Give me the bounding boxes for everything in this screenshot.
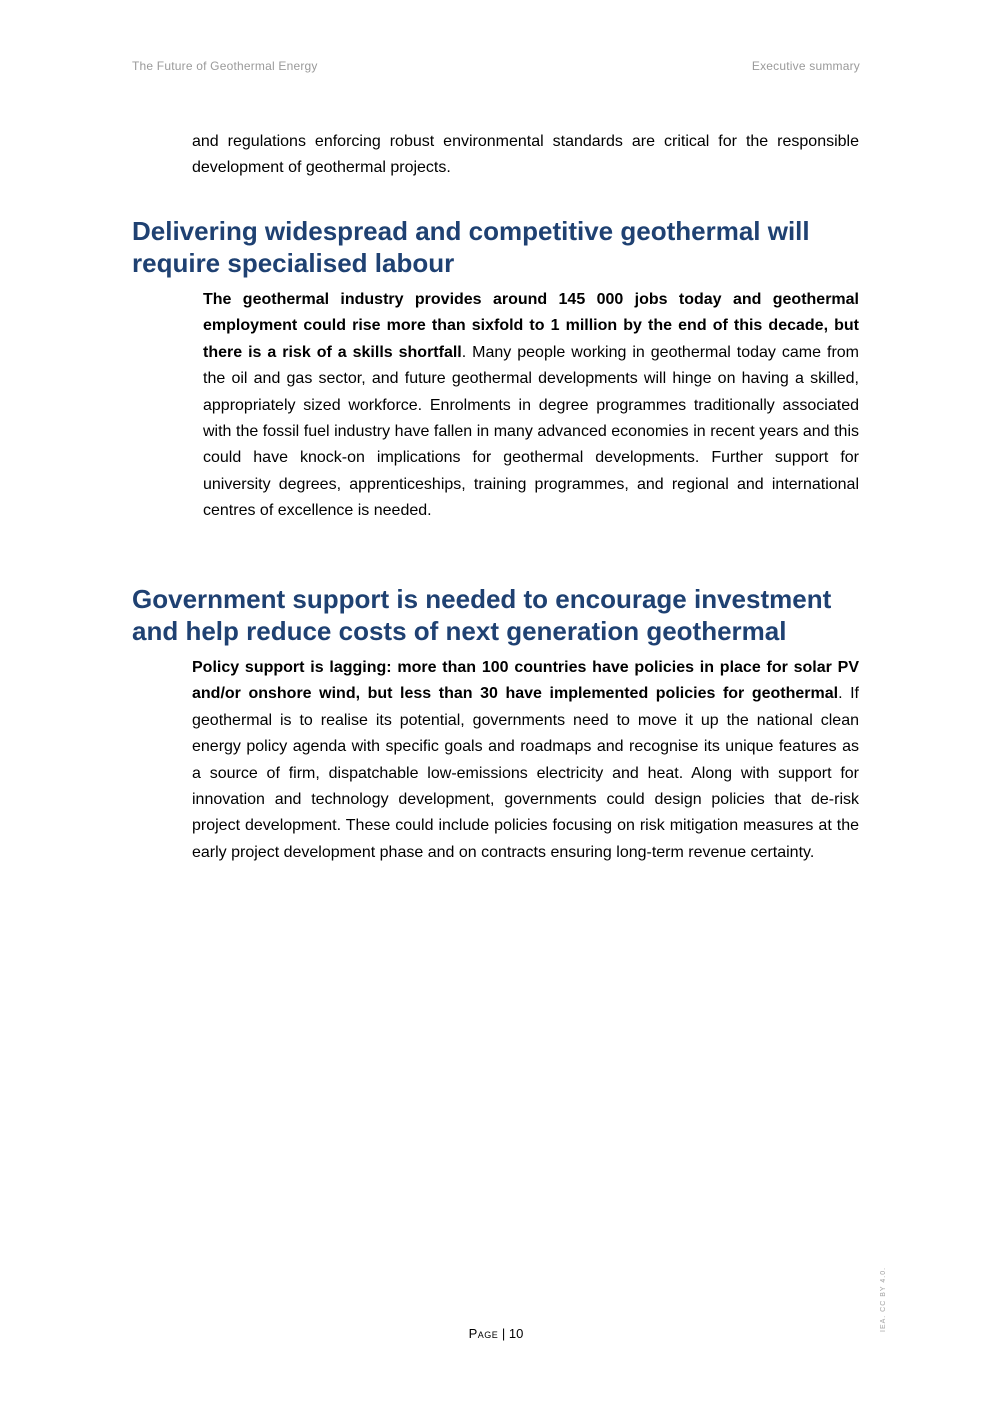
- intro-paragraph: and regulations enforcing robust environmental standards are critical for the responsible development of geothermal projects.: [192, 133, 859, 177]
- labour-paragraph-lead: The geothermal industry provides around 145 000 jobs today and geothermal employment could rise more than sixfold to 1 million by the end of this decade, but there is a risk of a skills shortfall: [203, 291, 859, 361]
- labour-paragraph: [203, 287, 859, 525]
- document-title: The Future of Geothermal Energy: [132, 59, 318, 73]
- government-paragraph-body: . If geothermal is to realise its potential, governments need to move it up the national clean energy policy agenda with specific goals and roadmaps and recognise its unique features as a source of firm, dispatchable low-emissions electricity and heat. Along with support for innovation and technology development, governments could design policies that de-risk project development. These could include policies focusing on risk mitigation measures at the early project development phase and on contracts ensuring long-term revenue certainty.: [192, 685, 860, 861]
- section-title: Executive summary: [751, 59, 860, 73]
- license-credit-text: IEA. CC BY 4.0.: [880, 1266, 887, 1332]
- labour-paragraph-body: . Many people working in geothermal today came from the oil and gas sector, and future geothermal developments will hinge on having a skilled, appropriately sized workforce. Enrolments in degree programmes traditionally associated with the fossil fuel industry have fallen in many advanced economies in recent years and this could have knock-on implications for geothermal developments. Further support for university degrees, apprenticeships, training programmes, and regional and international centres of excellence is needed.: [203, 343, 859, 520]
- page-number: 10: [508, 1326, 524, 1341]
- page-footer: [0, 1326, 992, 1341]
- license-credit: [872, 1266, 902, 1340]
- government-paragraph-lead: Policy support is lagging: more than 100 countries have policies in place for solar PV and/or onshore wind, but less than 30 have implemented policies for geothermal: [192, 659, 859, 703]
- section-heading-government: Government support is needed to encourage investment and help reduce costs of next generation geothermal: [132, 584, 832, 646]
- page-label: Page: [468, 1326, 499, 1341]
- page-separator: |: [501, 1326, 506, 1341]
- government-paragraph: [192, 655, 859, 866]
- section-heading-labour: Delivering widespread and competitive geothermal will require specialised labour: [132, 216, 810, 278]
